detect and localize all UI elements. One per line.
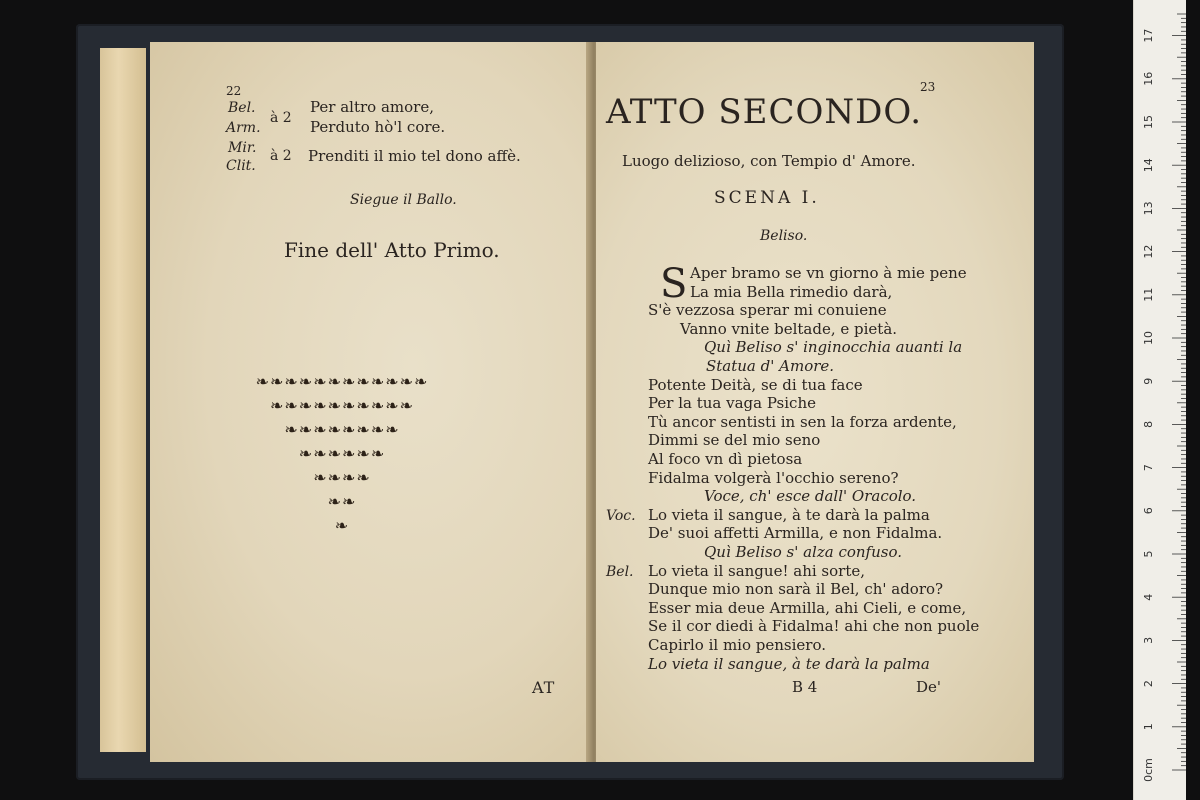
verse-line: Lo vieta il sangue, à te darà la palma — [648, 654, 930, 673]
verse-line: Dimmi se del mio seno — [648, 431, 821, 450]
page-number: 23 — [920, 80, 936, 94]
fleuron-row: ❧❧❧❧❧❧❧❧❧❧❧❧ — [255, 372, 429, 391]
verse-line: Esser mia deue Armilla, ahi Cieli, e come, — [648, 598, 967, 617]
verse-line: De' suoi affetti Armilla, e non Fidalma. — [648, 524, 943, 543]
ruler-label: 6 — [1142, 507, 1155, 515]
scene-heading: SCENA I. — [714, 188, 820, 208]
ruler-label: 12 — [1142, 244, 1155, 259]
duet-mark: à 2 — [270, 110, 292, 126]
ruler-label: 3 — [1142, 636, 1155, 644]
verse-line: Al foco vn dì pietosa — [648, 450, 803, 468]
left-page — [150, 42, 590, 762]
ruler-scale — [1134, 0, 1186, 800]
ruler-label: 15 — [1142, 115, 1155, 129]
verse-line: Aper bramo se vn giorno à mie pene — [690, 264, 967, 282]
fleuron-row: ❧❧❧❧ — [313, 468, 371, 487]
ruler-label: 14 — [1142, 158, 1155, 173]
fleuron-row: ❧ — [334, 516, 350, 535]
verse-line: Potente Deità, se di tua face — [648, 375, 863, 394]
speaker-label: Arm. — [226, 120, 261, 136]
verse-line: La mia Bella rimedio darà, — [690, 282, 893, 301]
speaker-label: Clit. — [226, 158, 256, 174]
ruler-label: 13 — [1142, 201, 1155, 216]
ruler-label: 10 — [1142, 331, 1155, 345]
speaker-label: Voc. — [606, 507, 636, 524]
ruler-label: 8 — [1142, 420, 1155, 428]
fleuron-row: ❧❧❧❧❧❧ — [298, 444, 386, 463]
ruler-label: 1 — [1142, 723, 1155, 731]
ruler-label: 9 — [1142, 377, 1155, 385]
act-title: ATTO SECONDO. — [606, 92, 923, 132]
ruler-label: 4 — [1142, 593, 1155, 601]
stage-direction: Voce, ch' esce dall' Oracolo. — [704, 487, 917, 506]
fleuron-row: ❧❧ — [327, 492, 357, 511]
right-page — [596, 42, 1034, 762]
signature-mark: B 4 — [792, 678, 818, 696]
page-number: 22 — [226, 84, 242, 98]
fleuron-row: ❧❧❧❧❧❧❧❧ — [284, 420, 400, 439]
speaker-label: Bel. — [606, 563, 634, 580]
verse-line: Per altro amore, — [310, 98, 434, 116]
verse-line: Lo vieta il sangue, à te darà la palma — [648, 505, 930, 524]
fleuron-row: ❧❧❧❧❧❧❧❧❧❧ — [269, 396, 415, 415]
ruler-label: 11 — [1142, 287, 1155, 302]
verse-line: Dunque mio non sarà il Bel, ch' adoro? — [648, 580, 944, 599]
verse-line: Prenditi il mio tel dono affè. — [308, 147, 521, 165]
verse-line: Se il cor diedi à Fidalma! ahi che non puole — [648, 617, 980, 636]
verse-line: Vanno vnite beltade, e pietà. — [680, 319, 898, 338]
character-name: Beliso. — [760, 228, 808, 244]
ruler-label: 7 — [1142, 464, 1155, 472]
catchword: AT — [532, 678, 556, 697]
verse-line: Perduto hò'l core. — [310, 118, 446, 136]
verse-line: Lo vieta il sangue! ahi sorte, — [648, 561, 865, 580]
verse-line: Fidalma volgerà l'occhio sereno? — [648, 468, 899, 487]
verse-line: Per la tua vaga Psiche — [648, 394, 816, 413]
verse-line: S'è vezzosa sperar mi conuiene — [648, 301, 887, 320]
speaker-label: Mir. — [228, 140, 257, 156]
ruler-label: 5 — [1142, 550, 1155, 558]
setting-line: Luogo delizioso, con Tempio d' Amore. — [622, 152, 916, 170]
verse-line: Capirlo il mio pensiero. — [648, 636, 826, 654]
ruler-label: 0cm — [1142, 758, 1155, 782]
stage-direction: Quì Beliso s' alza confuso. — [704, 543, 902, 561]
ruler-label: 17 — [1142, 28, 1155, 43]
stage-direction: Statua d' Amore. — [706, 357, 835, 375]
drop-initial: S — [660, 261, 688, 307]
duet-mark: à 2 — [270, 148, 292, 164]
measuring-ruler — [1133, 0, 1186, 800]
ruler-label: 16 — [1142, 71, 1155, 86]
ruler-label: 2 — [1142, 680, 1155, 688]
stage-direction: Quì Beliso s' inginocchia auanti la — [704, 338, 963, 357]
verse-line: Tù ancor sentisti in sen la forza ardente, — [648, 412, 957, 431]
stage-direction: Siegue il Ballo. — [350, 192, 457, 208]
speaker-label: Bel. — [228, 100, 256, 116]
act-end-heading: Fine dell' Atto Primo. — [284, 238, 500, 262]
catchword: De' — [916, 678, 942, 696]
